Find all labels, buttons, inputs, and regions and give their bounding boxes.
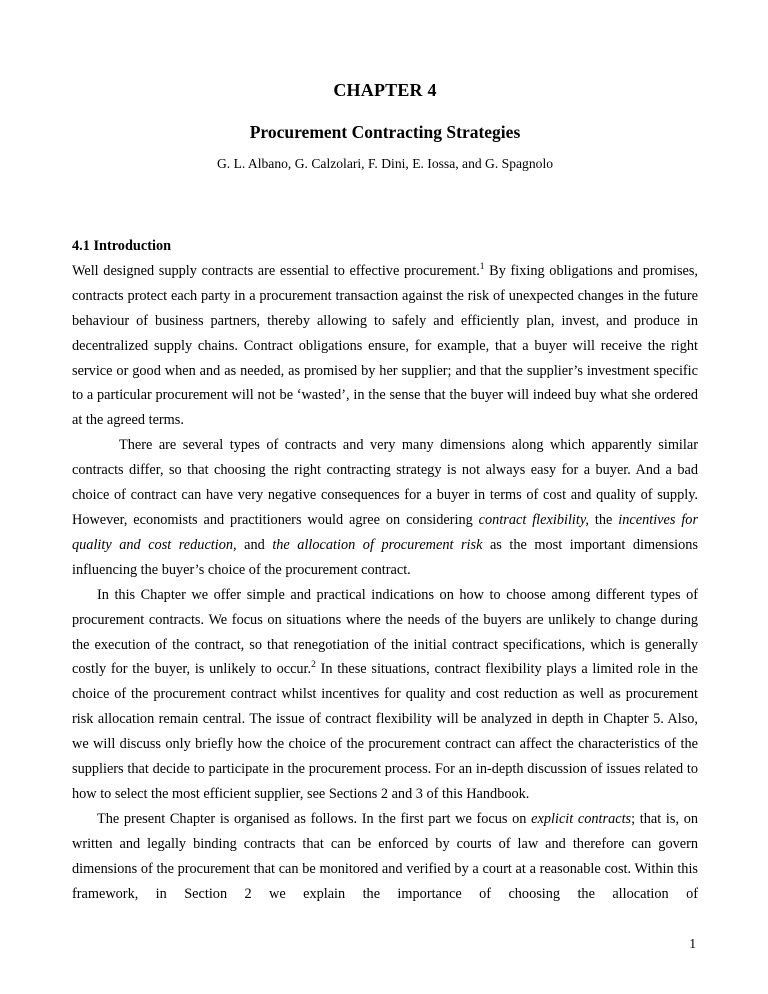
body-text xyxy=(72,259,698,907)
text-run: The present Chapter is organised as follows. In the first part we focus on xyxy=(97,810,532,827)
footnote-marker: 2 xyxy=(311,660,316,671)
section-heading: 4.1 Introduction xyxy=(72,238,172,254)
text-run: incentives for quality and cost reduction, xyxy=(72,511,699,553)
text-run: There are several types of contracts and very many dimensions along which apparently similar contracts differ, so that choosing the right contracting strategy is not always easy for a buyer. And a bad choice of contract can have very negative consequences for a buyer in terms of cost and quality of supply. However, economists and practitioners would agree on considering xyxy=(72,437,698,528)
text-run: as the most important dimensions influencing the buyer’s choice of the procurement contract. xyxy=(72,536,698,578)
authors-line: G. L. Albano, G. Calzolari, F. Dini, E. Iossa, and G. Spagnolo xyxy=(216,156,554,171)
text-run: ; that is, on written and legally binding contracts that can be enforced by courts of law and therefore can govern dimensions of the procurement that can be monitored and verified by a court at a reasonable cost. Within this framework, in Section 2 we explain the importance of choosing the allocation of xyxy=(72,810,698,902)
text-run: the xyxy=(589,511,619,528)
text-run: contract flexibility, xyxy=(478,511,589,528)
text-run: In this Chapter we offer simple and practical indications on how to choose among different types of procurement contracts. We focus on situations where the needs of the buyers are unlikely to change during the execution of the contract, so that renegotiation of the initial contract specifications, which is generally costly for the buyer, is unlikely to occur. xyxy=(72,586,698,678)
text-run: and xyxy=(236,536,273,553)
paragraph xyxy=(72,807,698,907)
text-run: the allocation of procurement risk xyxy=(272,536,483,553)
chapter-number-title: CHAPTER 4 xyxy=(333,80,437,100)
paragraph xyxy=(72,259,698,433)
paragraph xyxy=(72,433,698,582)
text-run: Well designed supply contracts are essential to effective procurement. xyxy=(72,262,480,279)
page-number: 1 xyxy=(689,936,696,951)
text-run: explicit contracts xyxy=(531,810,632,827)
paragraph xyxy=(72,583,698,807)
text-run: By fixing obligations and promises, contracts protect each party in a procurement transaction against the risk of unexpected changes in the future behaviour of business partners, thereby allowing to safely and efficiently plan, invest, and produce in decentralized supply chains. Contract obligations ensure, for example, that a buyer will receive the right service or good when and as needed, as promised by her supplier; and that the supplier’s investment specific to a particular procurement will not be ‘wasted’, in the sense that the buyer will indeed buy what she ordered at the agreed terms. xyxy=(72,262,698,429)
page-content xyxy=(72,0,698,906)
chapter-title: Procurement Contracting Strategies xyxy=(249,122,521,142)
footnote-marker: 1 xyxy=(479,262,485,273)
text-run: In these situations, contract flexibility plays a limited role in the choice of the procurement contract whilst incentives for quality and cost reduction as well as procurement risk allocation remain central. The issue of contract flexibility will be analyzed in depth in Chapter 5. Also, we will discuss only briefly how the choice of the procurement contract can affect the characteristics of the suppliers that decide to participate in the procurement process. For an in-depth discussion of issues related to how to select the most efficient supplier, see Sections 2 and 3 of this Handbook. xyxy=(72,661,698,802)
chapter-header xyxy=(72,0,698,172)
